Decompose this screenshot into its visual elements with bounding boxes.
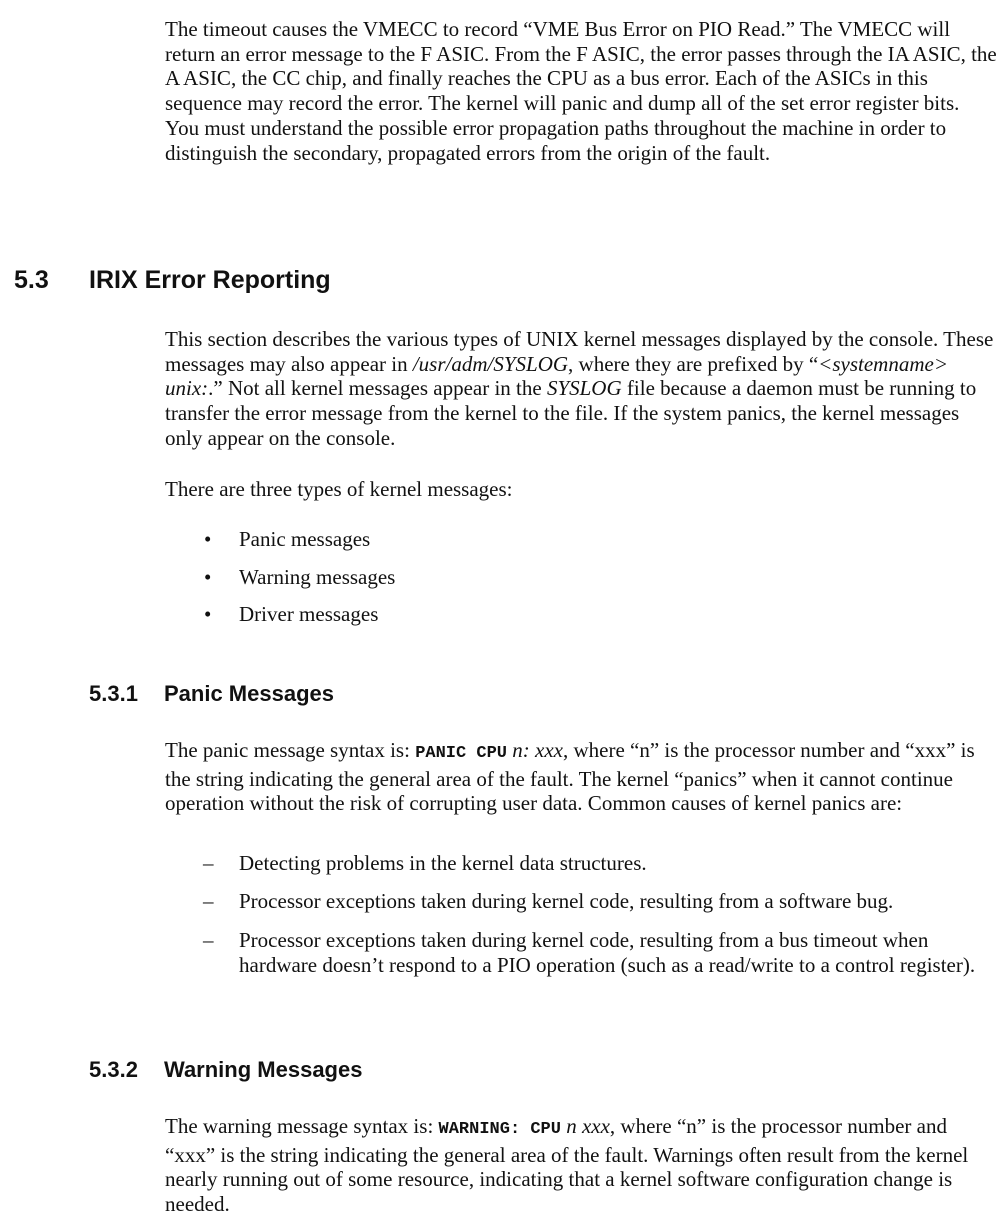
bullet-marker: • [204, 527, 212, 551]
syslog-path: /usr/adm/SYSLOG [412, 351, 569, 376]
types-intro: There are three types of kernel messages: [165, 477, 513, 501]
bullet-marker: • [204, 602, 212, 626]
warning-paragraph [165, 1114, 997, 1217]
bullet-marker: • [204, 565, 212, 589]
list-item: Driver messages [239, 602, 379, 626]
section-paragraph-1 [165, 327, 997, 451]
panic-paragraph [165, 738, 997, 816]
list-item: Warning messages [239, 565, 396, 589]
subsection-title-warning: Warning Messages [164, 1057, 363, 1082]
list-item: Detecting problems in the kernel data structures. [239, 851, 647, 875]
list-item: Processor exceptions taken during kernel code, resulting from a bus timeout when hardware doesn’t respond to a PIO operation (such as a read/write to a control register). [239, 928, 976, 977]
subsection-number-warning: 5.3.2 [89, 1057, 138, 1082]
intro-text: The timeout causes the VMECC to record “VME Bus Error on PIO Read.” The VMECC will return an error message to the F ASIC. From the F ASIC, the error passes through the IA ASIC, the A ASIC, the CC chip, and finally reaches the CPU as a bus error. Each of the ASICs in this sequence may record the error. The kernel will panic and dump all of the set error register bits. You must understand the possible error propagation paths throughout the machine in order to distinguish the secondary, propagated errors from the origin of the fault. [165, 17, 997, 165]
intro-paragraph [165, 17, 997, 165]
panic-part-b: , where “n” is the processor number and “xxx” is the string indicating the general area of the fault. The kernel “panics” when it cannot continue operation without the risk of corrupting user data. Common causes of kernel panics are: [165, 738, 975, 816]
para1-part-a: This section describes the various types of UNIX kernel messages displayed by the console. These messages may also appear in [165, 327, 994, 376]
section-paragraph-2 [165, 477, 997, 502]
list-item: Processor exceptions taken during kernel code, resulting from a software bug. [239, 889, 894, 913]
section-title: IRIX Error Reporting [89, 266, 331, 294]
warning-code: WARNING: CPU [438, 1120, 561, 1139]
dash-marker: – [203, 851, 214, 875]
list-item: Panic messages [239, 527, 371, 551]
panic-var: n: xxx [507, 738, 563, 762]
para1-part-c: .” Not all kernel messages appear in the [208, 376, 547, 401]
para1-part-b: , where they are prefixed by “ [568, 351, 819, 376]
warning-part-b: , where “n” is the processor number and “xxx” is the string indicating the general area of the fault. Warnings often result from the kernel nearly running out of some resource, indicating that a kernel software configuration change is needed. [165, 1114, 969, 1217]
dash-marker: – [203, 889, 214, 913]
syslog-prefix: <systemname> unix: [165, 351, 948, 401]
para1-part-d: file because a daemon must be running to transfer the error message from the kernel to the file. If the system panics, the kernel messages only appear on the console. [165, 376, 977, 450]
warning-var: n xxx [560, 1114, 610, 1138]
panic-code: PANIC CPU [415, 744, 508, 763]
syslog-file: SYSLOG [546, 376, 622, 401]
subsection-title-panic: Panic Messages [164, 681, 334, 706]
section-number: 5.3 [14, 266, 49, 294]
subsection-number-panic: 5.3.1 [89, 681, 138, 706]
dash-marker: – [203, 928, 214, 952]
panic-part-a: The panic message syntax is: [165, 738, 416, 762]
warning-part-a: The warning message syntax is: [165, 1114, 439, 1138]
